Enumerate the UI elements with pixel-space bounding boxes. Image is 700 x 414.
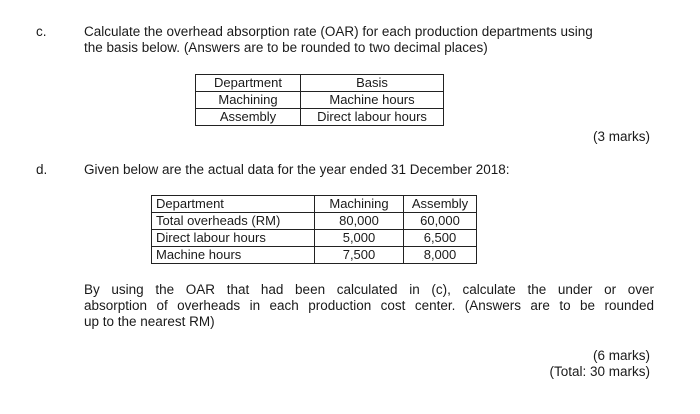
question-c-label: c. [36,24,47,39]
question-d-line-1: By using the OAR that had been calculated in (c), calculate the under or over [84,282,654,297]
question-d-line-3: up to the nearest RM) [84,314,215,329]
table-cell: 7,500 [315,247,404,264]
table-row [196,75,444,92]
actual-data-table [151,195,477,264]
table-header-assembly: Assembly [404,196,477,213]
question-d-marks [549,348,650,380]
table-cell: Direct labour hours [152,230,315,247]
question-d-text [84,282,654,330]
table-header-department: Department [152,196,315,213]
table-cell: 80,000 [315,213,404,230]
table-cell: 6,500 [404,230,477,247]
table-cell: Machine hours [152,247,315,264]
table-row [152,230,477,247]
table-cell: Direct labour hours [301,109,444,126]
table-cell: 8,000 [404,247,477,264]
table-cell: Machining [196,92,301,109]
question-d-intro: Given below are the actual data for the year ended 31 December 2018: [84,162,510,177]
table-row [152,213,477,230]
table-header-basis: Basis [301,75,444,92]
table-cell: Total overheads (RM) [152,213,315,230]
table-row [152,247,477,264]
oar-basis-table [195,74,444,126]
question-d-line-2: absorption of overheads in each production cost center. (Answers are to be rounded [84,298,654,313]
table-row [152,196,477,213]
question-c-line-2: the basis below. (Answers are to be rounded to two decimal places) [84,40,488,55]
question-c-line-1: Calculate the overhead absorption rate (OAR) for each production departments using [84,24,593,39]
table-cell: 5,000 [315,230,404,247]
question-d-marks-value: (6 marks) [593,348,650,363]
question-d-label: d. [36,162,48,177]
table-header-machining: Machining [315,196,404,213]
table-cell: 60,000 [404,213,477,230]
table-cell: Assembly [196,109,301,126]
table-header-department: Department [196,75,301,92]
table-row [196,92,444,109]
question-c-text [84,24,664,56]
total-marks: (Total: 30 marks) [549,364,650,379]
table-cell: Machine hours [301,92,444,109]
table-row [196,109,444,126]
question-c-marks: (3 marks) [593,129,650,144]
